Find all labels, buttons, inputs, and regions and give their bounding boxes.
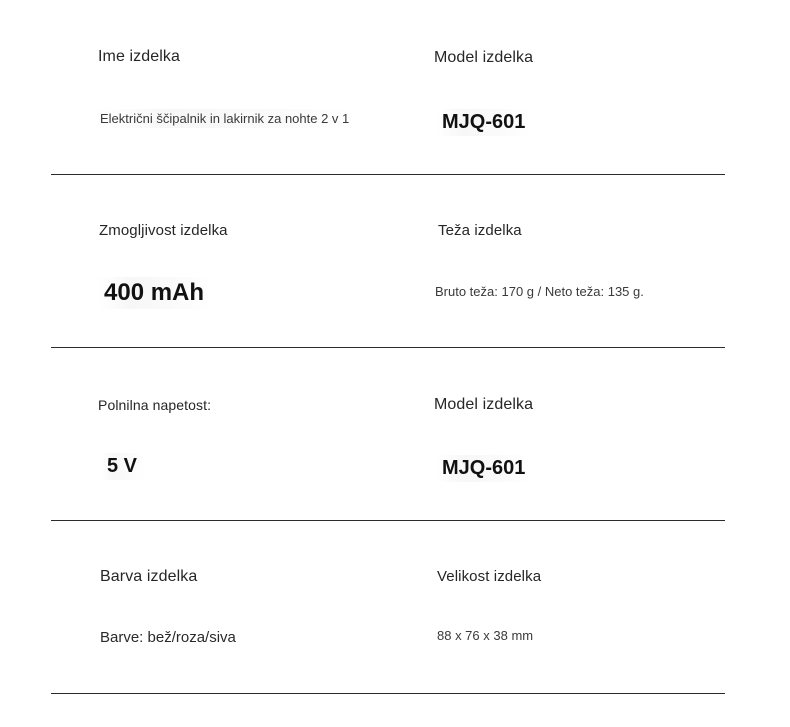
- row-divider: [51, 174, 725, 175]
- product-model-label-2: Model izdelka: [434, 396, 534, 413]
- row-divider: [51, 347, 725, 348]
- product-size-label: Velikost izdelka: [437, 568, 542, 585]
- charging-voltage-value: 5 V: [101, 453, 143, 480]
- product-capacity-label: Zmogljivost izdelka: [99, 222, 228, 239]
- product-model-value: MJQ-601: [436, 109, 531, 136]
- product-weight-label: Teža izdelka: [438, 222, 522, 239]
- row-divider: [51, 520, 725, 521]
- product-color-label: Barva izdelka: [100, 568, 198, 585]
- charging-voltage-label: Polnilna napetost:: [98, 397, 212, 413]
- product-weight-value: Bruto teža: 170 g / Neto teža: 135 g.: [435, 284, 644, 299]
- product-name-value: Električni ščipalnik in lakirnik za nohte 2 v 1: [94, 109, 355, 128]
- product-model-label: Model izdelka: [434, 49, 534, 66]
- product-capacity-value: 400 mAh: [98, 277, 210, 309]
- row-divider: [51, 693, 725, 694]
- product-size-value: 88 x 76 x 38 mm: [437, 628, 534, 643]
- product-model-value-2: MJQ-601: [436, 455, 531, 482]
- product-color-value: Barve: bež/roza/siva: [100, 629, 236, 646]
- product-name-label: Ime izdelka: [98, 48, 181, 65]
